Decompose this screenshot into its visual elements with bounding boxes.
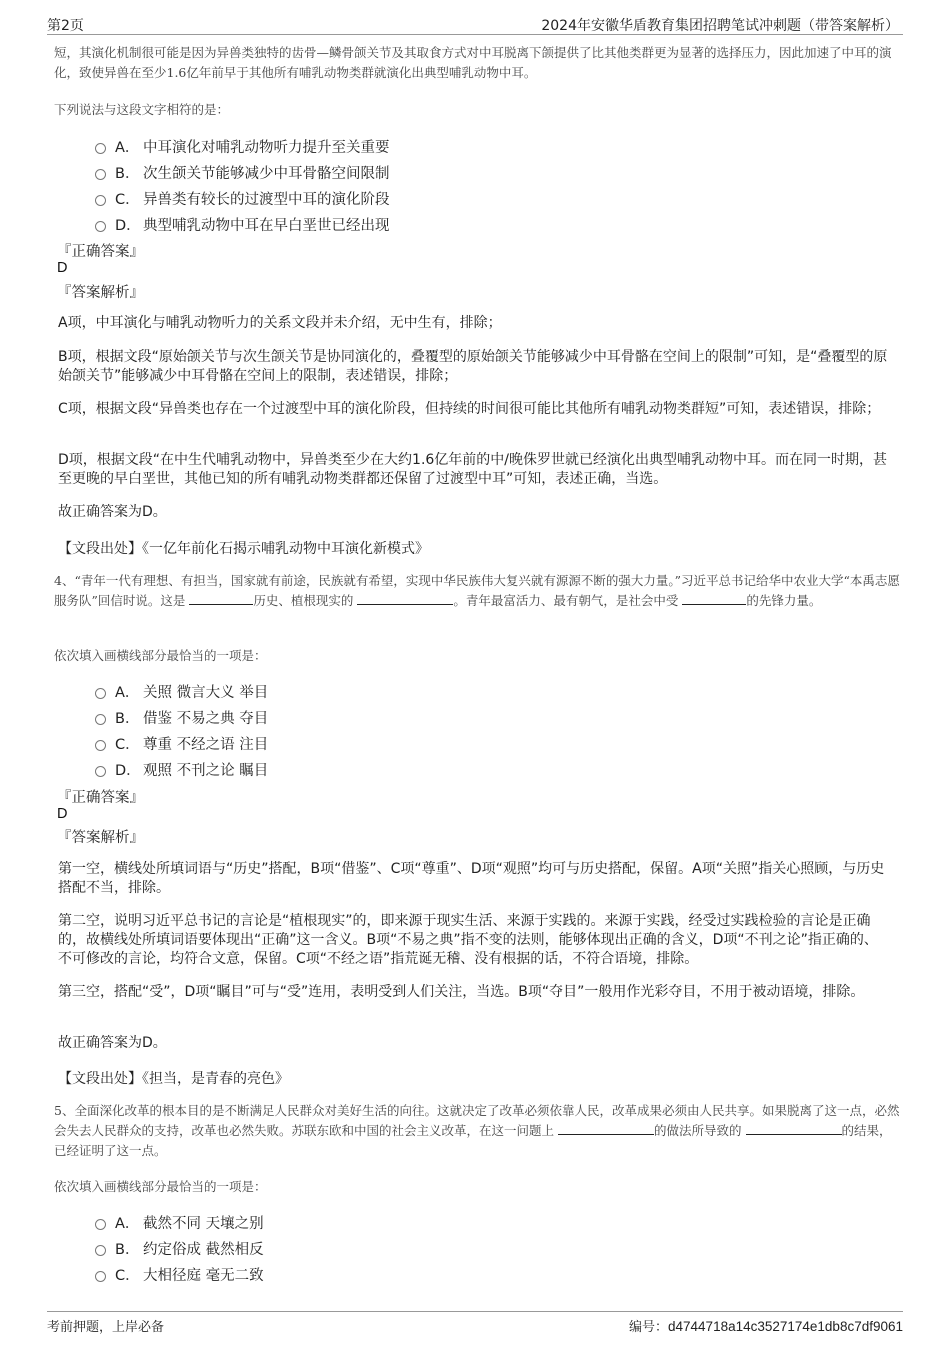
q3-option-a[interactable]: A． 中耳演化对哺乳动物听力提升至关重要	[95, 136, 390, 157]
q4-source: 【文段出处】《担当，是青春的亮色》	[58, 1071, 289, 1087]
q4-answer: D	[57, 806, 68, 822]
radio-icon[interactable]	[95, 714, 106, 725]
q4-option-c[interactable]: C． 尊重 不经之语 注目	[95, 733, 268, 754]
q3-passage: 短，其演化机制很可能是因为异兽类独特的齿骨—鳞骨颌关节及其取食方式对中耳脱离下颌提供了比其他类群更为显著的选择压力，因此加速了中耳的演化，致使异兽在至少1.6亿年前早于其他所有哺乳动物类群就演化出典型哺乳动物中耳。	[54, 45, 892, 80]
q3-explanation-c: C项，根据文段“异兽类也存在一个过渡型中耳的演化阶段，但持续的时间很可能比其他所有哺乳动物类群短”可知，表述错误，排除；	[58, 401, 881, 417]
radio-icon[interactable]	[95, 143, 106, 154]
radio-icon[interactable]	[95, 740, 106, 751]
q3-answer: D	[57, 260, 68, 276]
q4-stem: 4、“青年一代有理想、有担当，国家就有前途，民族就有希望，实现中华民族伟大复兴就有源源不断的强大力量。”习近平总书记给华中农业大学“本禹志愿服务队”回信时说。这是 历史、植根现实的 。青年最富活力、最有朝气，是社会中受 的先锋力量。	[54, 573, 900, 608]
page-footer	[47, 1311, 903, 1336]
q4-answer-label: 『正确答案』	[57, 790, 144, 806]
blank-line	[357, 592, 453, 605]
q5-option-c[interactable]: C． 大相径庭 毫无二致	[95, 1264, 264, 1285]
q4-number: 4、	[54, 573, 75, 588]
document-title: 2024年安徽华盾教育集团招聘笔试冲刺题（带答案解析）	[541, 18, 899, 34]
q3-conclusion: 故正确答案为D。	[58, 504, 167, 520]
radio-icon[interactable]	[95, 1271, 106, 1282]
q4-prompt: 依次填入画横线部分最恰当的一项是：	[54, 648, 267, 663]
q3-option-d[interactable]: D． 典型哺乳动物中耳在早白垩世已经出现	[95, 214, 390, 235]
q4-option-d[interactable]: D． 观照 不刊之论 瞩目	[95, 759, 268, 780]
q4-conclusion: 故正确答案为D。	[58, 1035, 167, 1051]
q3-source: 【文段出处】《一亿年前化石揭示哺乳动物中耳演化新模式》	[58, 541, 429, 557]
blank-line	[682, 592, 746, 605]
q5-number: 5、	[54, 1103, 75, 1118]
footer-motto: 考前押题，上岸必备	[47, 1320, 165, 1335]
q5-prompt: 依次填入画横线部分最恰当的一项是：	[54, 1179, 267, 1194]
q3-analysis-label: 『答案解析』	[57, 285, 144, 301]
q5-stem: 5、全面深化改革的根本目的是不断满足人民群众对美好生活的向往。这就决定了改革必须依靠人民，改革成果必须由人民共享。如果脱离了这一点，必然会失去人民群众的支持，改革也必然失败。苏联东欧和中国的社会主义改革，在这一问题上 的做法所导致的 的结果，已经证明了这一点。	[54, 1103, 900, 1158]
q3-explanation-b: B项，根据文段“原始颌关节与次生颌关节是协同演化的，叠覆型的原始颌关节能够减少中耳骨骼在空间上的限制”可知，是“叠覆型的原始颌关节”能够减少中耳骨骼在空间上的限制，表述错误，排除；	[58, 349, 888, 384]
radio-icon[interactable]	[95, 1219, 106, 1230]
blank-line	[746, 1122, 842, 1135]
q4-option-a[interactable]: A． 关照 微言大义 举目	[95, 681, 268, 702]
radio-icon[interactable]	[95, 766, 106, 777]
q3-prompt: 下列说法与这段文字相符的是：	[54, 102, 230, 117]
radio-icon[interactable]	[95, 195, 106, 206]
q5-option-b[interactable]: B． 约定俗成 截然相反	[95, 1238, 264, 1259]
radio-icon[interactable]	[95, 169, 106, 180]
blank-line	[558, 1122, 654, 1135]
q4-explanation-2: 第二空，说明习近平总书记的言论是“植根现实”的，即来源于现实生活、来源于实践的。来源于实践，经受过实践检验的言论是正确的，故横线处所填词语要体现出“正确”这一含义。B项“不易之典”指不变的法则，能够体现出正确的含义，D项“不刊之论”指正确的、不可修改的言论，均符合文意，保留。C项“不经之语”指荒诞无稽、没有根据的话，不符合语境，排除。	[58, 913, 878, 967]
radio-icon[interactable]	[95, 1245, 106, 1256]
q3-option-b[interactable]: B． 次生颌关节能够减少中耳骨骼空间限制	[95, 162, 390, 183]
radio-icon[interactable]	[95, 221, 106, 232]
q3-answer-label: 『正确答案』	[57, 244, 144, 260]
q4-explanation-3: 第三空，搭配“受”，D项“瞩目”可与“受”连用，表明受到人们关注，当选。B项“夺目”一般用作光彩夺目，不用于被动语境，排除。	[58, 984, 865, 1000]
q3-option-c[interactable]: C． 异兽类有较长的过渡型中耳的演化阶段	[95, 188, 390, 209]
document-code: 编号：d4744718a14c3527174e1db8c7df9061	[629, 1319, 903, 1335]
radio-icon[interactable]	[95, 688, 106, 699]
q3-explanation-d: D项，根据文段“在中生代哺乳动物中，异兽类至少在大约1.6亿年前的中/晚侏罗世就已经演化出典型哺乳动物中耳。而在同一时期，甚至更晚的早白垩世，其他已知的所有哺乳动物类群都还保留了过渡型中耳”可知，表述正确，当选。	[58, 452, 888, 487]
q4-analysis-label: 『答案解析』	[57, 830, 144, 846]
q4-option-b[interactable]: B． 借鉴 不易之典 夺目	[95, 707, 268, 728]
q5-option-a[interactable]: A． 截然不同 天壤之别	[95, 1212, 264, 1233]
q4-explanation-1: 第一空，横线处所填词语与“历史”搭配，B项“借鉴”、C项“尊重”、D项“观照”均可与历史搭配，保留。A项“关照”指关心照顾，与历史搭配不当，排除。	[58, 861, 885, 896]
page-number: 第2页	[47, 18, 84, 34]
q3-explanation-a: A项，中耳演化与哺乳动物听力的关系文段并未介绍，无中生有，排除；	[58, 315, 502, 331]
page-header	[47, 12, 903, 35]
blank-line	[189, 592, 253, 605]
